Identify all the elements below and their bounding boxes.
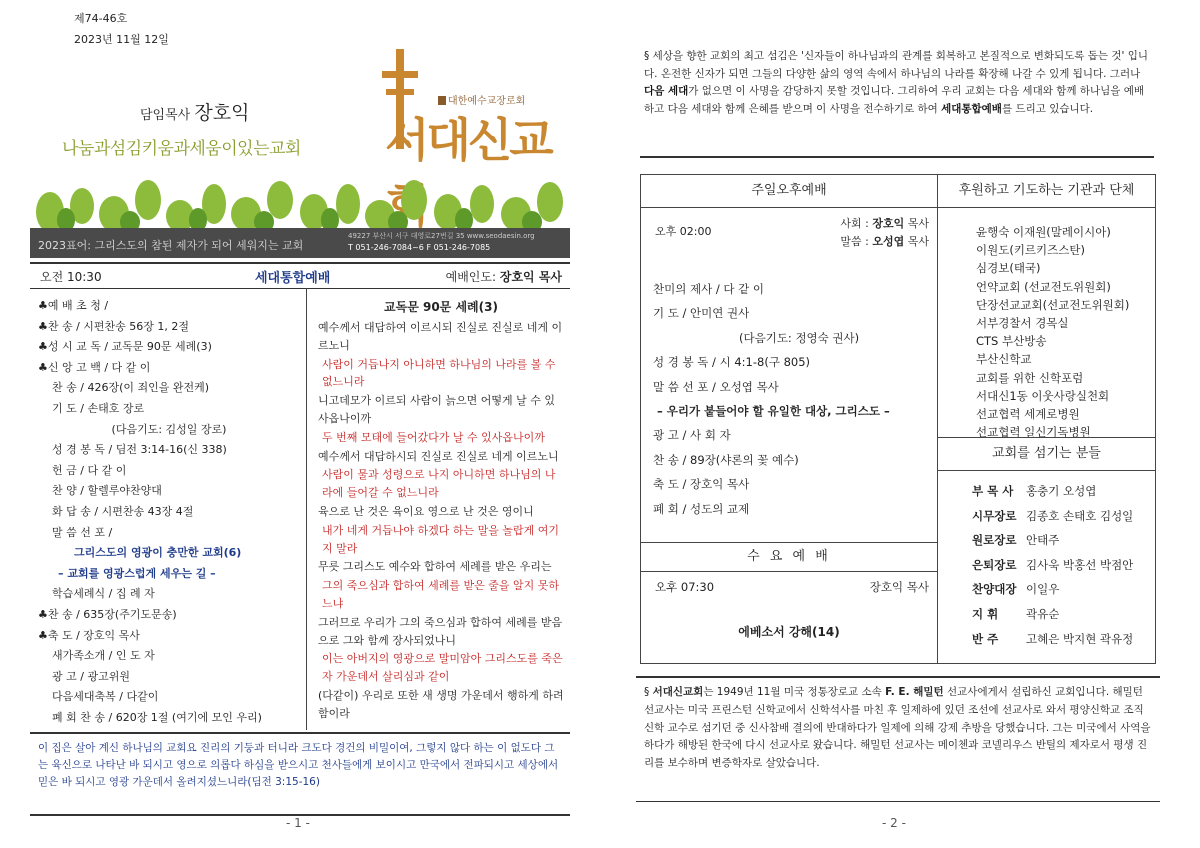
responsive-reading (318, 298, 564, 724)
support-item: 서부경찰서 경목실 (976, 316, 1069, 331)
order-item: 찬 양 / 할렐루야찬양대 (52, 484, 162, 498)
servant-names: 김사욱 박홍선 박점안 (1026, 557, 1134, 572)
support-item: 선교협력 세계로병원 (976, 407, 1080, 422)
servant-role: 반 주 (972, 631, 999, 646)
senior-pastor (140, 98, 249, 125)
responsive-reading-title: 교독문 90문 세례(3) (384, 300, 498, 314)
church-history: § 서대신교회는 1949년 11월 미국 정통장로교 소속 F. E. 해밀턴 선교사에게서 설립하신 교회입니다. 해밀턴 선교사는 미국 프린스턴 신학교에서 신학석사를 마친 후 일제하에 있던 조선에 선교사로 와서 평양신학교 조직신학 교수로 섬기던 중 신사참배 결의에 반대하다가 일제에 의해 강제 추방을 당했습니다. 그는 미국에서 사역을 하다가 해방된 한국에 다시 선교사로 왔습니다. 해밀턴 선교사는 메이첸과 코넬리우스 반틸의 제자로서 평생 진리를 보수하며 변증학자로 살았습니다. (636, 676, 1160, 802)
wednesday-sermon-title: 에베소서 강해(14) (738, 625, 840, 639)
section-rule (640, 156, 1154, 158)
order-item: 학습세례식 / 집 례 자 (52, 587, 155, 601)
leader-line: 그러므로 우리가 그의 죽으심과 합하여 세례를 받음으로 그와 함께 장사되었나니 (318, 615, 563, 647)
order-item: 기 도 / 손태호 장로 (52, 401, 145, 415)
servant-role: 시무장로 (972, 508, 1017, 523)
support-list (976, 223, 1129, 441)
bulletin-page-2 (636, 0, 1160, 848)
congregation-line: 내가 네게 거듭나야 하겠다 하는 말을 놀랍게 여기지 말라 (322, 523, 559, 555)
service-leader: 예배인도: 장호익 목사 (445, 270, 562, 284)
congregation-line: 사람이 물과 성령으로 나지 아니하면 하나님의 나라에 들어갈 수 없느니라 (322, 468, 556, 500)
servant-role: 원로장로 (972, 533, 1017, 548)
afternoon-host: 사회 : 장호익 목사 (840, 217, 929, 230)
service-time: 오전 10:30 (40, 270, 102, 284)
support-item: 선교협력 일신기독병원 (976, 425, 1091, 440)
order-item: 그리스도의 영광이 충만한 교회(6) (74, 546, 242, 560)
afternoon-order-item: 광 고 / 사 회 자 (653, 428, 731, 443)
support-title: 후원하고 기도하는 기관과 단체 (938, 175, 1155, 208)
church-name-logo: 서대신교 (385, 113, 551, 167)
leaves-decoration-icon (30, 170, 570, 230)
church-address: 49227 부산시 서구 대영로27번길 35 www.seodaesin.org (348, 232, 535, 240)
denomination: 대한예수교장로회 (438, 92, 525, 107)
responsive-reading-lines (318, 319, 564, 723)
leader-line: (다같이) 우리로 또한 새 생명 가운데서 행하게 하려 함이라 (318, 688, 564, 720)
afternoon-order-item: 말 씀 선 포 / 오성엽 목사 (653, 379, 779, 394)
afternoon-service-leaders (840, 215, 929, 251)
order-item: 찬 송 / 426장(이 죄인을 완전케) (52, 381, 210, 395)
pastor-label: 담임목사 (140, 108, 191, 123)
leader-line: 니고데모가 이르되 사람이 늙으면 어떻게 날 수 있사옵나이까 (318, 394, 555, 425)
motto-banner (30, 228, 570, 258)
support-item: 단장선교교회(선교전도위원회) (976, 297, 1130, 312)
afternoon-order-item: 성 경 봉 독 / 시 4:1-8(구 805) (653, 355, 811, 370)
page-number-1: - 1 - (286, 816, 310, 830)
servant-row (972, 577, 1133, 602)
afternoon-order (653, 277, 933, 521)
servant-names: 홍충기 오성엽 (1026, 484, 1097, 498)
servant-names: 김종호 손태호 김성일 (1026, 508, 1134, 523)
servant-row (972, 553, 1133, 578)
servants-title: 교회를 섬기는 분들 (938, 437, 1155, 471)
wednesday-service-title: 수 요 예 배 (641, 542, 937, 572)
servant-role: 찬양대장 (972, 582, 1017, 597)
services-column (641, 175, 938, 663)
order-item: ♣성 시 교 독 / 교독문 90문 세례(3) (38, 340, 212, 354)
servant-names: 이일우 (1026, 582, 1060, 597)
order-item: 새가족소개 / 인 도 자 (52, 649, 155, 663)
issue-date: 2023년 11월 12일 (74, 33, 169, 46)
congregation-line: 두 번째 모태에 들어갔다가 날 수 있사옵나이까 (322, 430, 545, 444)
yearly-motto: 2023표어: 그리스도의 참된 제자가 되어 세워지는 교회 (38, 239, 304, 252)
order-item: 폐 회 찬 송 / 620장 1절 (여기에 모인 우리) (52, 710, 262, 724)
afternoon-preacher: 말씀 : 오성엽 목사 (840, 235, 929, 248)
servant-row (972, 627, 1133, 652)
wednesday-service-time: 오후 07:30 (655, 580, 715, 594)
service-header (30, 262, 570, 289)
support-item: 교회를 위한 신학포럼 (976, 370, 1084, 385)
servant-row (972, 602, 1133, 627)
services-box (640, 174, 1156, 664)
support-item: 심경보(태국) (976, 261, 1041, 276)
servant-role: 지 휘 (972, 606, 999, 621)
church-motto: 나눔과섬김키움과세움이있는교회 (62, 139, 301, 159)
order-item: ♣신 앙 고 백 / 다 같 이 (38, 360, 151, 374)
issue-info (74, 8, 169, 50)
order-item: 광 고 / 광고위원 (52, 669, 130, 683)
wednesday-service-leader: 장호익 목사 (869, 580, 929, 594)
support-item: 서대신1동 이웃사랑실천회 (976, 388, 1110, 403)
support-item: 윤행숙 이재원(말레이시아) (976, 225, 1111, 239)
congregation-line: 그의 죽으심과 합하여 세례를 받은 줄을 알지 못하느냐 (322, 579, 559, 610)
congregation-line: 이는 아버지의 영광으로 말미암아 그리스도를 죽은 자 가운데서 살리심과 같이 (322, 652, 563, 684)
afternoon-order-item: 찬미의 제사 / 다 같 이 (653, 282, 765, 296)
order-item: ♣찬 송 / 635장(주기도문송) (38, 607, 177, 621)
order-item: ♣축 도 / 장호익 목사 (38, 628, 140, 642)
order-item: ♣예 배 초 청 / (38, 299, 109, 312)
servant-row (972, 528, 1133, 553)
order-item: – 교회를 영광스럽게 세우는 길 – (58, 566, 216, 580)
afternoon-service-time: 오후 02:00 (655, 225, 712, 238)
afternoon-order-item: 폐 회 / 성도의 교제 (653, 501, 750, 516)
leader-line: 육으로 난 것은 육이요 영으로 난 것은 영이니 (318, 504, 534, 518)
afternoon-order-item: 찬 송 / 89장(샤론의 꽃 예수) (653, 452, 799, 467)
servant-names: 고혜은 박지현 곽유정 (1026, 631, 1134, 646)
servant-names: 안태주 (1026, 533, 1060, 548)
leader-line: 예수께서 대답하시되 진실로 진실로 네게 이르노니 (318, 449, 559, 463)
afternoon-order-item: 축 도 / 장호익 목사 (653, 477, 750, 492)
afternoon-order-item: 기 도 / 안미연 권사 (653, 306, 750, 321)
support-item: 이원도(키르키즈스탄) (976, 243, 1085, 258)
support-item: CTS 부산방송 (976, 334, 1047, 349)
order-item: 말 씀 선 포 / (52, 525, 113, 539)
servant-row (972, 479, 1133, 504)
organizations-column (938, 175, 1155, 663)
congregation-line: 사람이 거듭나지 아니하면 하나님의 나라를 볼 수 없느니라 (322, 357, 556, 389)
servant-row (972, 504, 1133, 529)
pastor-name: 장호익 (194, 102, 250, 124)
order-item: (다음기도: 김성일 장로) (111, 422, 227, 436)
servant-names: 곽유순 (1026, 606, 1060, 621)
servant-role: 부 목 사 (972, 484, 1014, 498)
support-item: 부산신학교 (976, 352, 1032, 367)
church-phone: T 051-246-7084~6 F 051-246-7085 (348, 243, 491, 252)
service-title: 세대통합예배 (255, 271, 331, 286)
leader-line: 예수께서 대답하여 이르시되 진실로 진실로 네게 이르노니 (318, 321, 563, 352)
order-of-worship (38, 296, 300, 728)
afternoon-order-item: (다음기도: 정영숙 권사) (739, 330, 860, 345)
footer-verse: 이 집은 살아 계신 하나님의 교회요 진리의 기둥과 터니라 크도다 경건의 비밀이여, 그렇지 않다 하는 이 없도다 그는 육신으로 나타난 바 되시고 영으로 의롭다 하심을 받으시고 천사들에게 보이시고 만국에서 전파되시고 세상에서 믿은 바 되시고 영광 가운데서 올려지셨느니라(딤전 3:15-16) (30, 732, 570, 816)
order-item: ♣찬 송 / 시편찬송 56장 1, 2절 (38, 319, 190, 333)
support-item: 언약교회 (선교전도위원회) (976, 279, 1111, 294)
leader-line: 무릇 그리스도 예수와 합하여 세례를 받은 우리는 (318, 560, 552, 574)
order-item: 헌 금 / 다 같 이 (52, 463, 127, 477)
order-item: 성 경 봉 독 / 딤전 3:14-16(신 338) (52, 443, 227, 457)
afternoon-order-item: – 우리가 붙들어야 할 유일한 대상, 그리스도 – (657, 403, 890, 418)
column-divider (306, 288, 307, 730)
order-item: 화 답 송 / 시편찬송 43장 4절 (52, 504, 194, 518)
page-number-2: - 2 - (882, 816, 906, 830)
order-item: 다음세대축복 / 다같이 (52, 690, 159, 704)
bulletin-page-1 (30, 0, 570, 848)
issue-number: 제74-46호 (74, 12, 128, 25)
intergenerational-intro: § 세상을 향한 교회의 최고 섬김은 '신자들이 하나님과의 관계를 회복하고 본질적으로 변화되도록 돕는 것' 입니다. 온전한 신자가 되면 그들의 다양한 삶의 영역 속에서 하나님의 나라를 확장해 나갈 수 있게 됩니다. 그러나 다음 세대가 없으면 이 사명을 감당하지 못할 것입니다. 그리하여 우리 교회는 다음 세대와 함께 하나님을 예배하고 다음 세대와 함께 은혜를 받으며 이 사명을 전수하기로 하여 세대통합예배를 드리고 있습니다. (644, 50, 1149, 115)
afternoon-service-title: 주일오후예배 (641, 175, 937, 208)
servant-role: 은퇴장로 (972, 557, 1017, 572)
servants-list (972, 479, 1133, 651)
